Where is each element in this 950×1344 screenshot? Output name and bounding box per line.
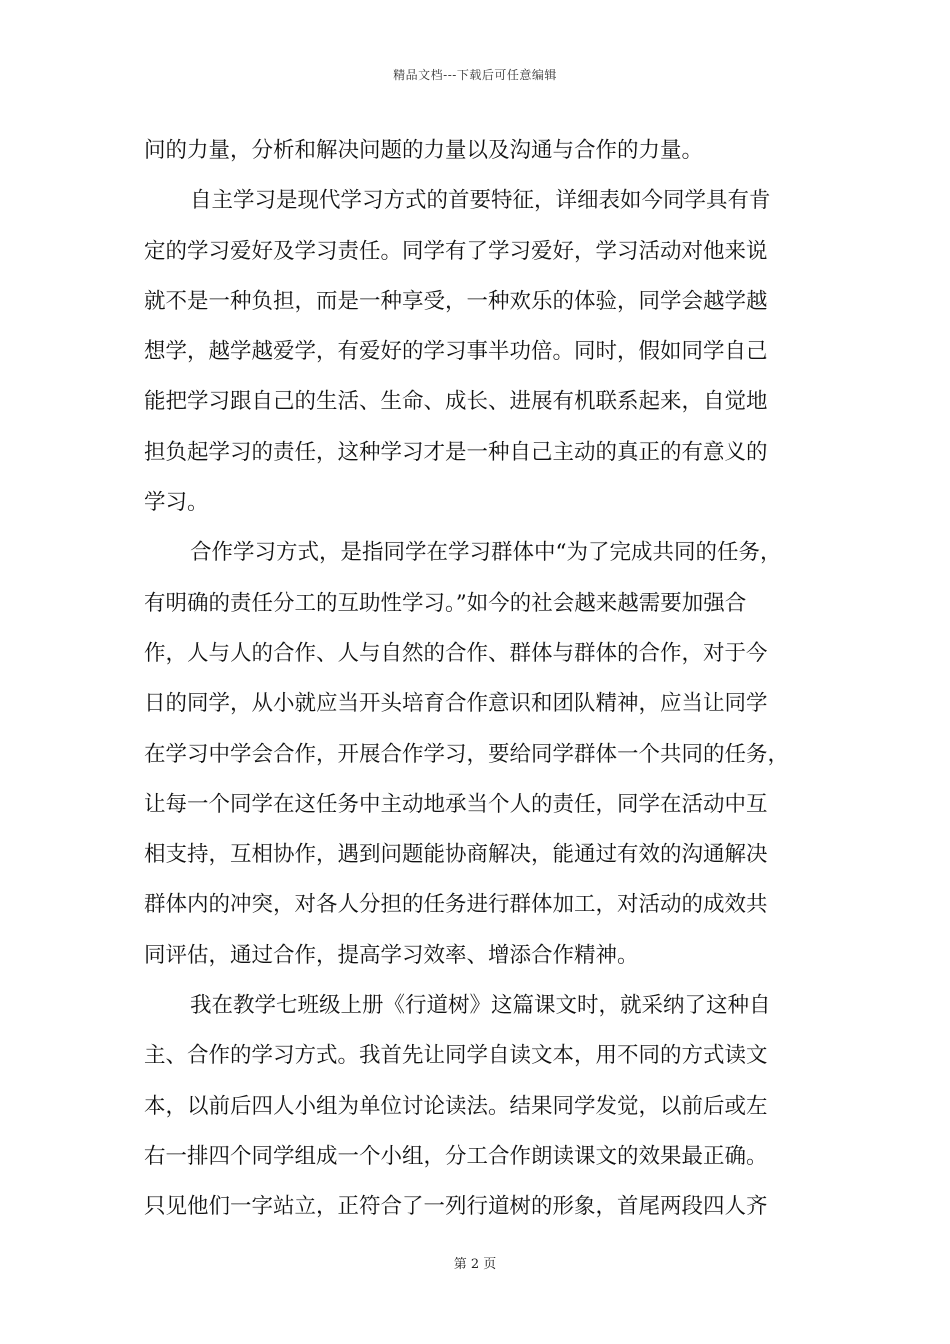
text-line: 右一排四个同学组成一个小组，分工合作朗读课文的效果最正确。: [144, 1143, 768, 1169]
text-line: 相支持，互相协作，遇到问题能协商解决，能通过有效的沟通解决: [144, 842, 768, 868]
text-line: 定的学习爱好及学习责任。同学有了学习爱好，学习活动对他来说: [144, 238, 768, 264]
text-line: 有明确的责任分工的互助性学习。”如今的社会越来越需要加强合: [144, 590, 747, 616]
text-line: 就不是一种负担，而是一种享受，一种欢乐的体验，同学会越学越: [144, 288, 768, 314]
text-line: 主、合作的学习方式。我首先让同学自读文本，用不同的方式读文: [144, 1043, 768, 1069]
text-line: 只见他们一字站立，正符合了一列行道树的形象，首尾两段四人齐: [144, 1194, 768, 1220]
paragraph-start-line: 合作学习方式，是指同学在学习群体中“为了完成共同的任务，: [190, 540, 782, 566]
page-header: 精品文档---下载后可任意编辑: [393, 68, 557, 82]
text-line: 问的力量，分析和解决问题的力量以及沟通与合作的力量。: [144, 138, 704, 163]
document-body: [144, 126, 808, 1233]
text-line: 担负起学习的责任，这种学习才是一种自己主动的真正的有意义的: [144, 439, 768, 465]
text-line: 想学，越学越爱学，有爱好的学习事半功倍。同时，假如同学自己: [144, 339, 768, 365]
text-line: 本，以前后四人小组为单位讨论读法。结果同学发觉，以前后或左: [144, 1093, 768, 1119]
paragraph-start-line: 自主学习是现代学习方式的首要特征，详细表如今同学具有肯: [190, 188, 771, 214]
text-line: 在学习中学会合作，开展合作学习，要给同学群体一个共同的任务，: [144, 741, 790, 767]
text-line: 让每一个同学在这任务中主动地承当个人的责任，同学在活动中互: [144, 791, 768, 817]
text-line: 学习。: [144, 490, 209, 516]
text-line: 同评估，通过合作，提高学习效率、增添合作精神。: [144, 942, 639, 968]
text-line: 能把学习跟自己的生活、生命、成长、进展有机联系起来，自觉地: [144, 389, 768, 415]
paragraph-start-line: 我在教学七班级上册《行道树》这篇课文时，就采纳了这种自: [190, 993, 771, 1019]
text-line: 日的同学，从小就应当开头培育合作意识和团队精神，应当让同学: [144, 691, 768, 717]
text-line: 群体内的冲突，对各人分担的任务进行群体加工，对活动的成效共: [144, 892, 768, 918]
page-number: 第 2 页: [453, 1257, 497, 1272]
text-line: 作，人与人的合作、人与自然的合作、群体与群体的合作，对于今: [144, 640, 768, 666]
